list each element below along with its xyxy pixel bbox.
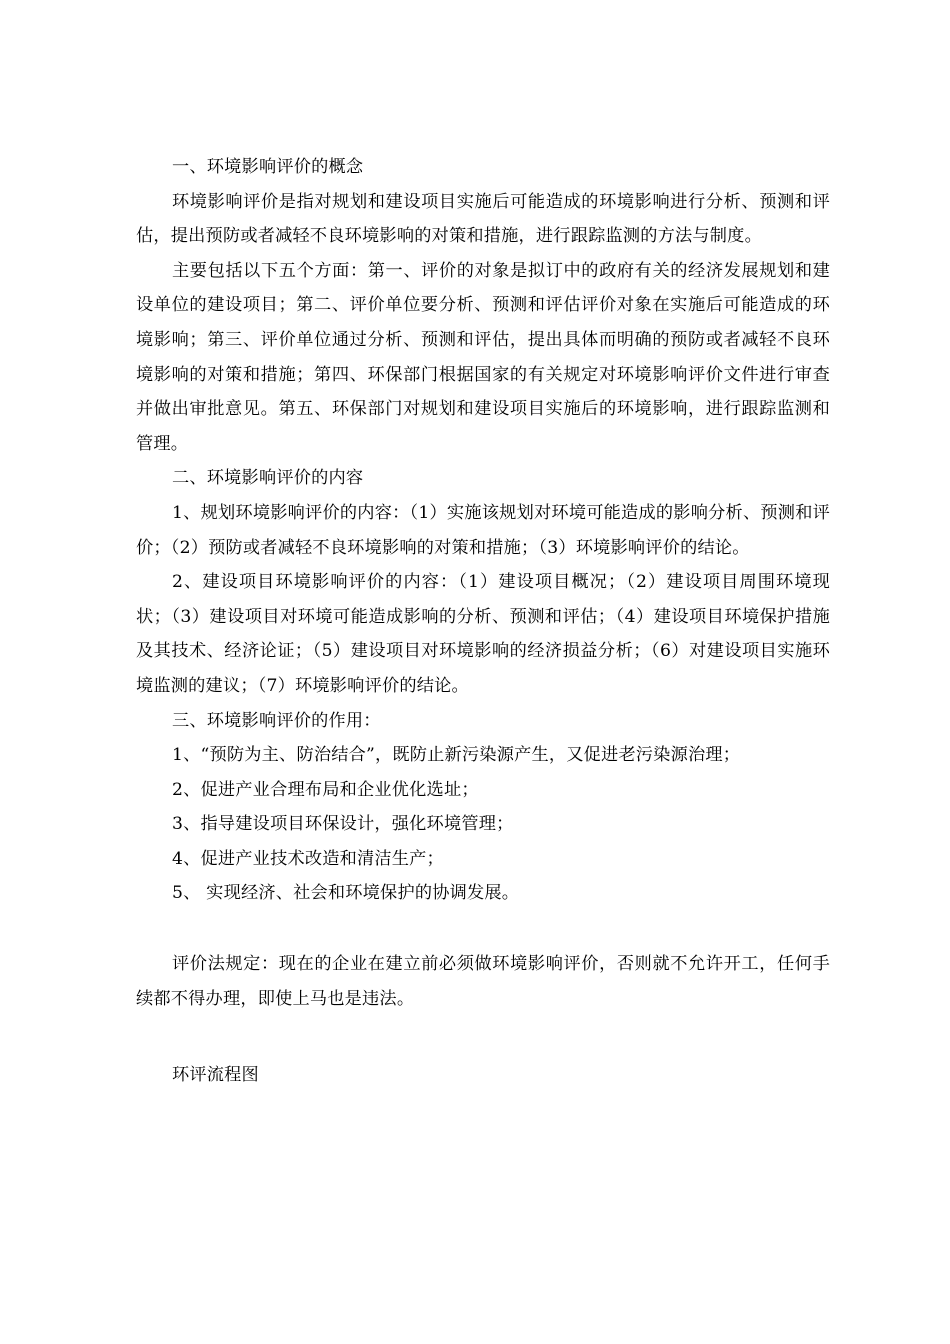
list-item-role-2: 2、促进产业合理布局和企业优化选址； <box>172 779 479 800</box>
document-body <box>136 150 830 1093</box>
list-item-role-5: 5、 实现经济、社会和环境保护的协调发展。 <box>172 883 520 904</box>
paragraph-planning-content: 1、规划环境影响评价的内容：（1）实施该规划对环境可能造成的影响分析、预测和评价；（2）预防或者减轻不良环境影响的对策和措施；（3）环境影响评价的结论。 <box>136 502 830 558</box>
section-heading-concept: 一、环境影响评价的概念 <box>172 157 364 177</box>
section-heading-role: 三、环境影响评价的作用： <box>172 710 381 731</box>
spacer <box>136 911 830 947</box>
paragraph-definition: 环境影响评价是指对规划和建设项目实施后可能造成的环境影响进行分析、预测和评估，提出预防或者减轻不良环境影响的对策和措施，进行跟踪监测的方法与制度。 <box>136 191 830 247</box>
paragraph-five-aspects: 主要包括以下五个方面：第一、评价的对象是拟订中的政府有关的经济发展规划和建设单位的建设项目；第二、评价单位要分析、预测和评估评价对象在实施后可能造成的环境影响；第三、评价单位通过分析、预测和评估，提出具体而明确的预防或者减轻不良环境影响的对策和措施；第四、环保部门根据国家的有关规定对环境影响评价文件进行审查并做出审批意见。第五、环保部门对规划和建设项目实施后的环境影响，进行跟踪监测和管理。 <box>136 260 830 454</box>
section-heading-content: 二、环境影响评价的内容 <box>172 468 364 489</box>
flowchart-title: 环评流程图 <box>172 1065 259 1086</box>
paragraph-project-content: 2、建设项目环境影响评价的内容：（1）建设项目概况；（2）建设项目周围环境现状；（3）建设项目对环境可能造成影响的分析、预测和评估；（4）建设项目环境保护措施及其技术、经济论证；（5）建设项目对环境影响的经济损益分析；（6）对建设项目实施环境监测的建议；（7）环境影响评价的结论。 <box>136 572 830 696</box>
spacer <box>136 1016 830 1058</box>
list-item-role-1: 1、“预防为主、防治结合”，既防止新污染源产生，又促进老污染源治理； <box>172 745 741 766</box>
list-item-role-3: 3、指导建设项目环保设计，强化环境管理； <box>172 814 514 835</box>
paragraph-law-rule: 评价法规定：现在的企业在建立前必须做环境影响评价，否则就不允许开工，任何手续都不得办理，即使上马也是违法。 <box>136 954 830 1009</box>
list-item-role-4: 4、促进产业技术改造和清洁生产； <box>172 848 444 869</box>
